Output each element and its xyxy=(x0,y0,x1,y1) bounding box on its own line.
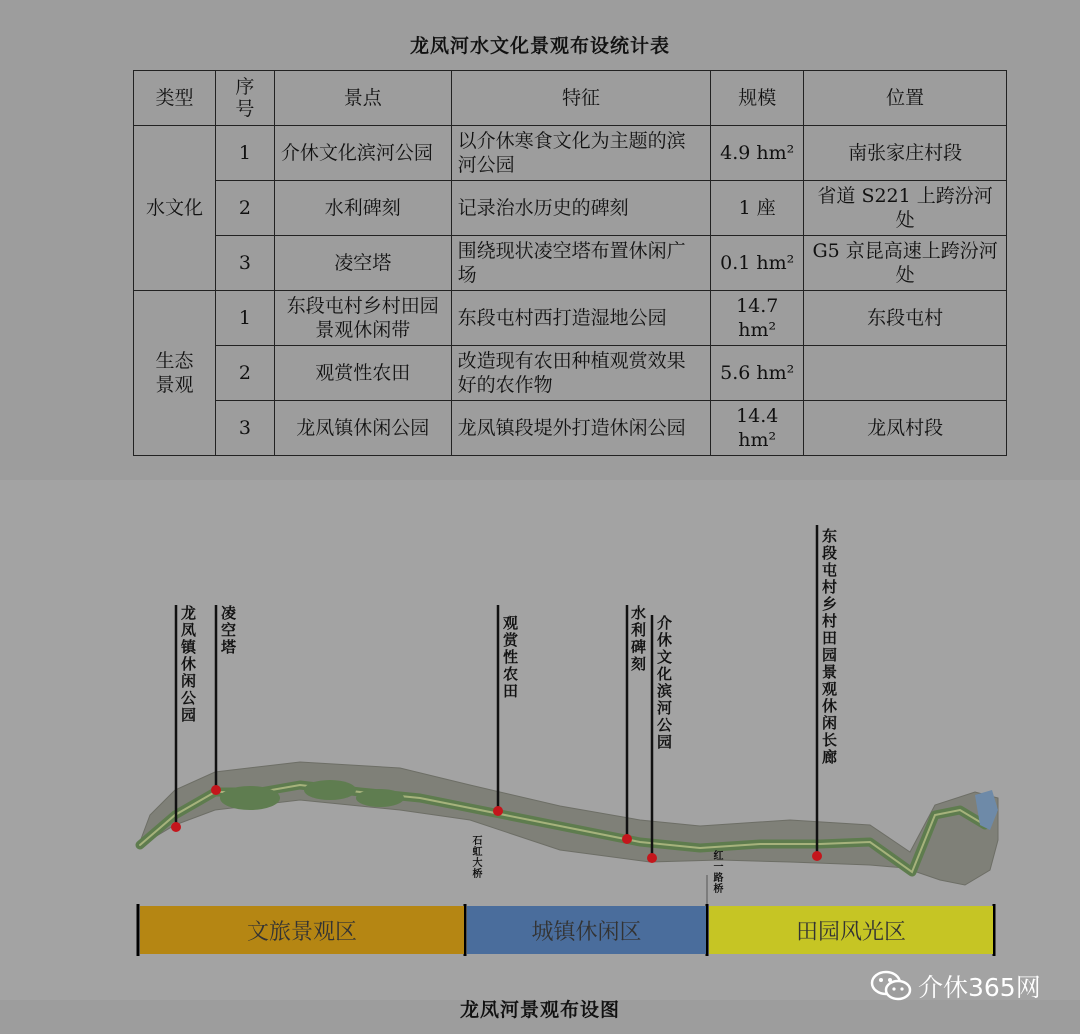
scale-cell: 4.9 hm² xyxy=(711,126,804,181)
feature-cell: 围绕现状凌空塔布置休闲广场 xyxy=(451,236,711,291)
spot-cell: 凌空塔 xyxy=(274,236,451,291)
no-cell: 3 xyxy=(215,236,274,291)
spot-cell: 观赏性农田 xyxy=(274,346,451,401)
point-longfeng-park xyxy=(171,822,181,832)
label-bridge-hongyi: 红一路桥 xyxy=(711,850,722,894)
no-cell: 2 xyxy=(215,346,274,401)
header-type: 类型 xyxy=(134,71,216,126)
table-row xyxy=(134,236,1007,291)
scale-cell: 1 座 xyxy=(711,181,804,236)
feature-cell: 以介休寒食文化为主题的滨河公园 xyxy=(451,126,711,181)
location-cell: 龙凤村段 xyxy=(804,401,1007,456)
header-row xyxy=(134,71,1007,126)
location-cell xyxy=(804,346,1007,401)
feature-cell: 记录治水历史的碑刻 xyxy=(451,181,711,236)
location-cell: 省道 S221 上跨汾河处 xyxy=(804,181,1007,236)
label-lingkong-tower: 凌空塔 xyxy=(219,605,237,656)
table-row xyxy=(134,401,1007,456)
watermark-text: 介休365网 xyxy=(918,973,1041,1002)
point-dongduan xyxy=(812,851,822,861)
label-dongduan: 东段屯村乡村田园景观休闲长廊 xyxy=(820,528,838,766)
feature-cell: 龙凤镇段堤外打造休闲公园 xyxy=(451,401,711,456)
zone-chengzhen: 城镇休闲区 xyxy=(467,906,706,954)
header-no xyxy=(215,71,274,126)
wechat-icon xyxy=(870,969,912,1003)
zone-tianyuan: 田园风光区 xyxy=(709,906,993,954)
table-row xyxy=(134,181,1007,236)
label-longfeng-park: 龙凤镇休闲公园 xyxy=(179,605,197,724)
header-feature: 特征 xyxy=(451,71,711,126)
label-inscription: 水利碑刻 xyxy=(629,605,647,673)
table-row xyxy=(134,126,1007,181)
header-spot: 景点 xyxy=(274,71,451,126)
point-lingkong-tower xyxy=(211,785,221,795)
no-cell: 1 xyxy=(215,291,274,346)
type-cell: 生态景观 xyxy=(134,291,216,456)
point-culture-park xyxy=(647,853,657,863)
no-cell: 1 xyxy=(215,126,274,181)
label-bridge-shihong: 石虹大桥 xyxy=(470,835,481,879)
point-farmland xyxy=(493,806,503,816)
header-no-text: 序号 xyxy=(235,76,255,120)
location-cell: G5 京昆高速上跨汾河处 xyxy=(804,236,1007,291)
location-cell: 东段屯村 xyxy=(804,291,1007,346)
header-location: 位置 xyxy=(804,71,1007,126)
scale-cell: 5.6 hm² xyxy=(711,346,804,401)
table-title: 龙凤河水文化景观布设统计表 xyxy=(409,35,670,57)
stats-table xyxy=(133,70,1007,456)
scale-cell: 0.1 hm² xyxy=(711,236,804,291)
spot-cell: 介休文化滨河公园 xyxy=(274,126,451,181)
watermark xyxy=(870,968,1041,1004)
no-cell: 3 xyxy=(215,401,274,456)
spot-cell: 龙凤镇休闲公园 xyxy=(274,401,451,456)
feature-cell: 改造现有农田种植观赏效果好的农作物 xyxy=(451,346,711,401)
scale-cell: 14.4 hm² xyxy=(711,401,804,456)
scale-cell: 14.7 hm² xyxy=(711,291,804,346)
type-cell: 水文化 xyxy=(134,126,216,291)
location-cell: 南张家庄村段 xyxy=(804,126,1007,181)
label-farmland: 观赏性农田 xyxy=(501,615,519,700)
table-row xyxy=(134,346,1007,401)
feature-cell: 东段屯村西打造湿地公园 xyxy=(451,291,711,346)
label-culture-park: 介休文化滨河公园 xyxy=(655,615,673,751)
spot-cell: 水利碑刻 xyxy=(274,181,451,236)
spot-cell: 东段屯村乡村田园景观休闲带 xyxy=(274,291,451,346)
map-title: 龙凤河景观布设图 xyxy=(459,999,620,1021)
point-inscription xyxy=(622,834,632,844)
zone-wenlv: 文旅景观区 xyxy=(140,906,464,954)
header-scale: 规模 xyxy=(711,71,804,126)
table-row xyxy=(134,291,1007,346)
no-cell: 2 xyxy=(215,181,274,236)
landscape-map xyxy=(0,480,1080,1000)
